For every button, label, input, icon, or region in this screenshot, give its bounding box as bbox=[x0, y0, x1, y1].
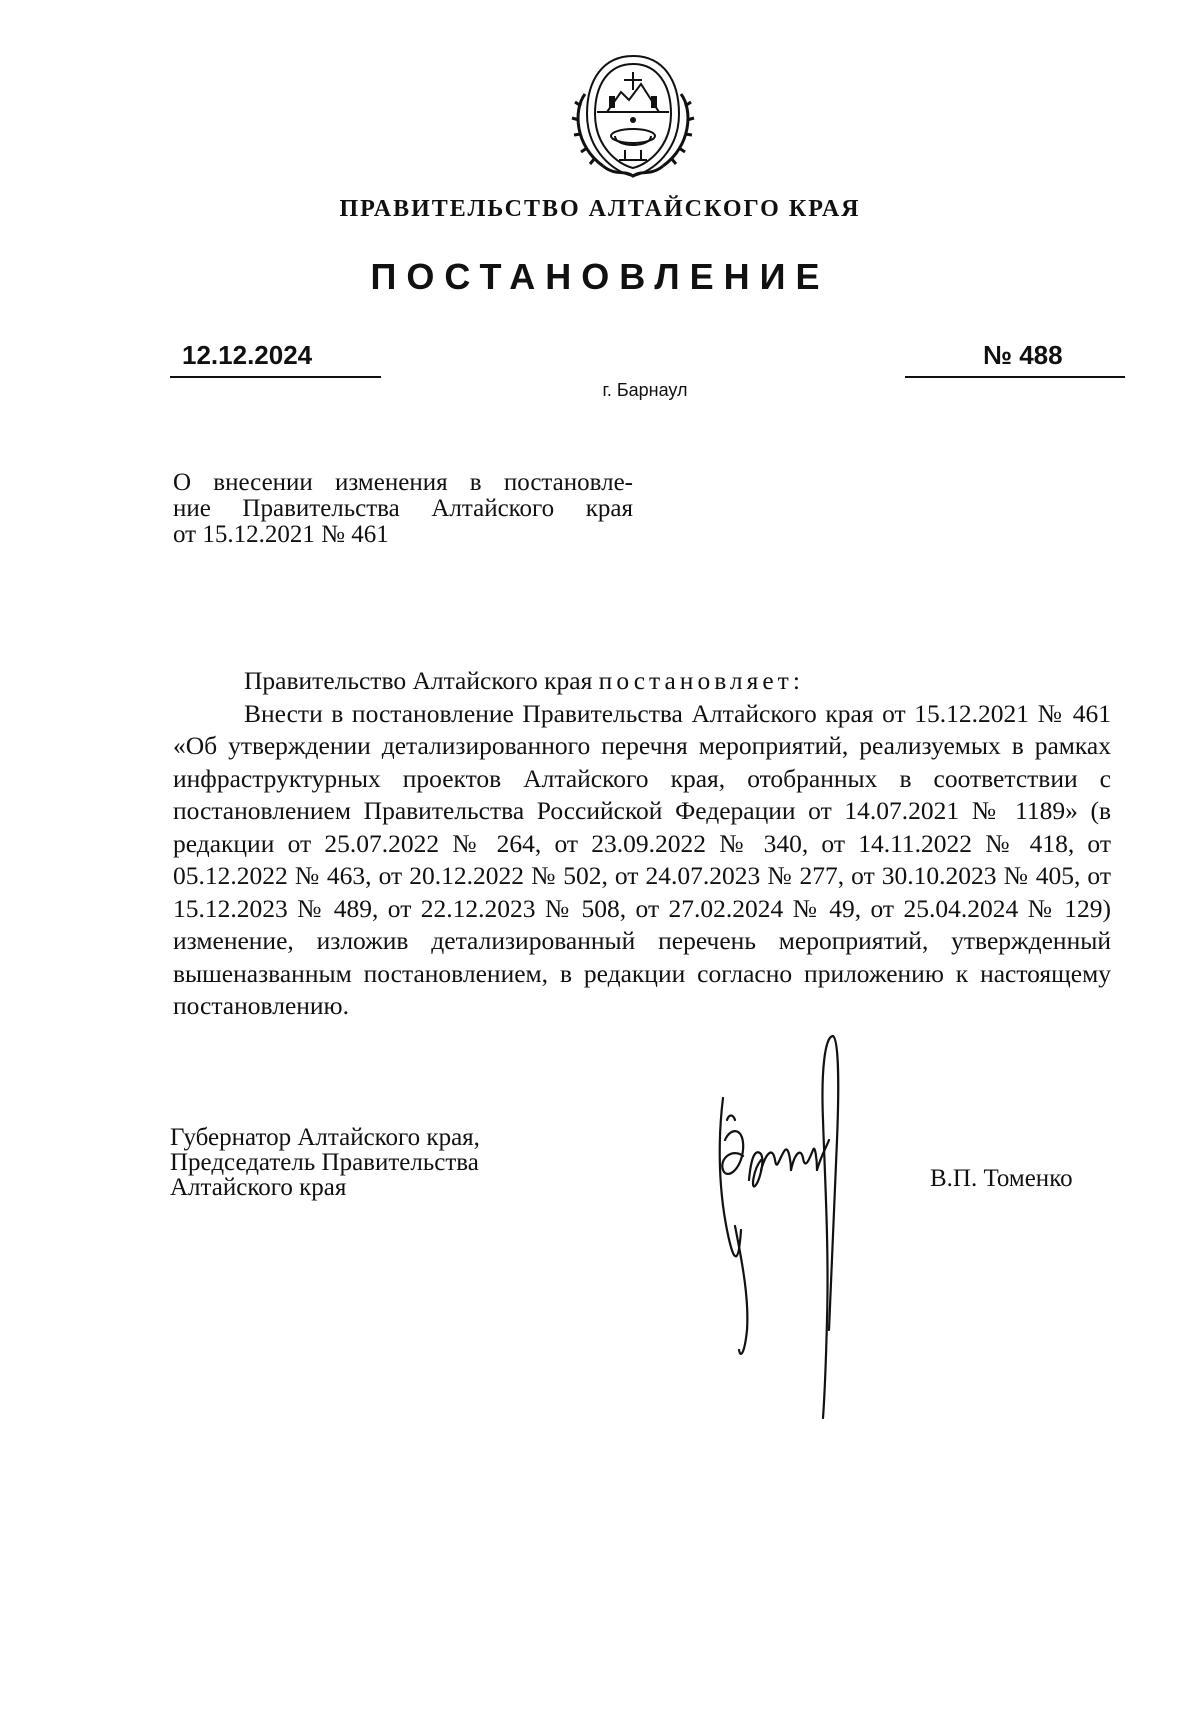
preamble bbox=[173, 665, 1111, 698]
resolution-paragraph: Внести в постановление Правительства Алтайского края от 15.12.2021 № 461 «Об утверждении детализированного перечня мероприятий, реализуемых в рамках инфраструктурных проектов Алтайского края, отобранных в соответствии с постановлением Правительства Российской Федерации от 14.07.2021 № 1189» (в редакции от 25.07.2022 № 264, от 23.09.2022 № 340, от 14.11.2022 № 418, от 05.12.2022 № 463, от 20.12.2022 № 502, от 24.07.2023 № 277, от 30.10.2023 № 405, от 15.12.2023 № 489, от 22.12.2023 № 508, от 27.02.2024 № 49, от 25.04.2024 № 129) изменение, изложив детализированный перечень мероприятий, утвержденный вышеназванным постановлением, в редакции согласно приложению к настоящему постановлению. bbox=[173, 698, 1111, 1020]
document-type-heading: ПОСТАНОВЛЕНИЕ bbox=[370, 256, 830, 297]
document-date: 12.12.2024 bbox=[182, 340, 313, 370]
coat-of-arms-icon bbox=[563, 50, 703, 182]
document-number-field bbox=[905, 340, 1125, 378]
preamble-suffix: : bbox=[792, 666, 800, 695]
signer-position-line-3: Алтайского края bbox=[170, 1174, 347, 1201]
subject-line-3: от 15.12.2021 № 461 bbox=[173, 521, 389, 548]
government-title: ПРАВИТЕЛЬСТВО АЛТАЙСКОГО КРАЯ bbox=[339, 196, 861, 222]
preamble-prefix: Правительство Алтайского края bbox=[244, 666, 599, 695]
signer-position bbox=[170, 1125, 570, 1200]
document-city: г. Барнаул bbox=[602, 380, 688, 400]
preamble-verb: постановляет bbox=[598, 666, 793, 695]
document-number: № 488 bbox=[983, 340, 1063, 370]
signer-name: В.П. Томенко bbox=[930, 1165, 1073, 1192]
document-date-field bbox=[170, 340, 381, 378]
subject-line-1: О внесении изменения в постановле- bbox=[173, 469, 633, 496]
signer-position-line-1: Губернатор Алтайского края, bbox=[170, 1124, 480, 1151]
document-subject bbox=[173, 470, 633, 548]
document-body bbox=[173, 665, 1111, 1023]
handwritten-signature-icon bbox=[705, 1030, 855, 1430]
subject-line-2: ние Правительства Алтайского края bbox=[173, 495, 633, 522]
signer-position-line-2: Председатель Правительства bbox=[170, 1149, 479, 1176]
